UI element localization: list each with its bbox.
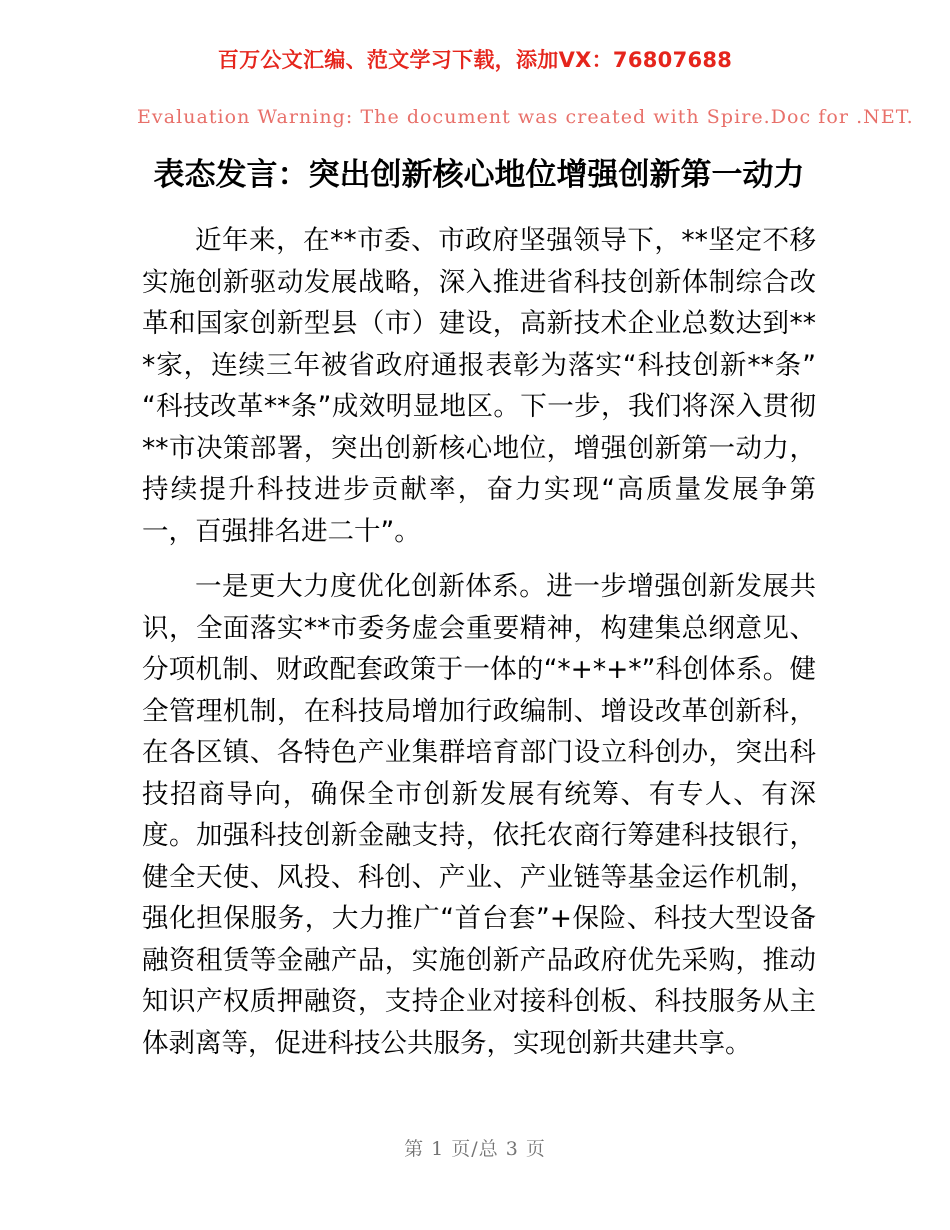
page-number-label: 第 1 页/总 3 页 bbox=[404, 1138, 546, 1160]
page-footer bbox=[0, 1134, 950, 1161]
promo-watermark-bar bbox=[0, 44, 950, 74]
spire-doc-evaluation-warning: Evaluation Warning: The document was created with Spire.Doc for .NET. bbox=[137, 106, 914, 128]
promo-watermark-text: 百万公文汇编、范文学习下载，添加VX：76807688 bbox=[217, 48, 733, 72]
document-body bbox=[142, 152, 816, 1078]
body-paragraph-2: 一是更大力度优化创新体系。进一步增强创新发展共识，全面落实**市委务虚会重要精神，构建集总纲意见、分项机制、财政配套政策于一体的“*+*+*”科创体系。健全管理机制，在科技局增加行政编制、增设改革创新科，在各区镇、各特色产业集群培育部门设立科创办，突出科技招商导向，确保全市创新发展有统筹、有专人、有深度。加强科技创新金融支持，依托农商行筹建科技银行，健全天使、风投、科创、产业、产业链等基金运作机制，强化担保服务，大力推广“首台套”+保险、科技大型设备融资租赁等金融产品，实施创新产品政府优先采购，推动知识产权质押融资，支持企业对接科创板、科技服务从主体剥离等，促进科技公共服务，实现创新共建共享。 bbox=[142, 571, 816, 1059]
document-title: 表态发言：突出创新核心地位增强创新第一动力 bbox=[153, 157, 805, 193]
body-paragraph-1: 近年来，在**市委、市政府坚强领导下，**坚定不移实施创新驱动发展战略，深入推进省科技创新体制综合改革和国家创新型县（市）建设，高新技术企业总数达到***家，连续三年被省政府通报表彰为落实“科技创新**条”“科技改革**条”成效明显地区。下一步，我们将深入贯彻**市决策部署，突出创新核心地位，增强创新第一动力，持续提升科技进步贡献率，奋力实现“高质量发展争第一，百强排名进二十”。 bbox=[142, 225, 816, 547]
